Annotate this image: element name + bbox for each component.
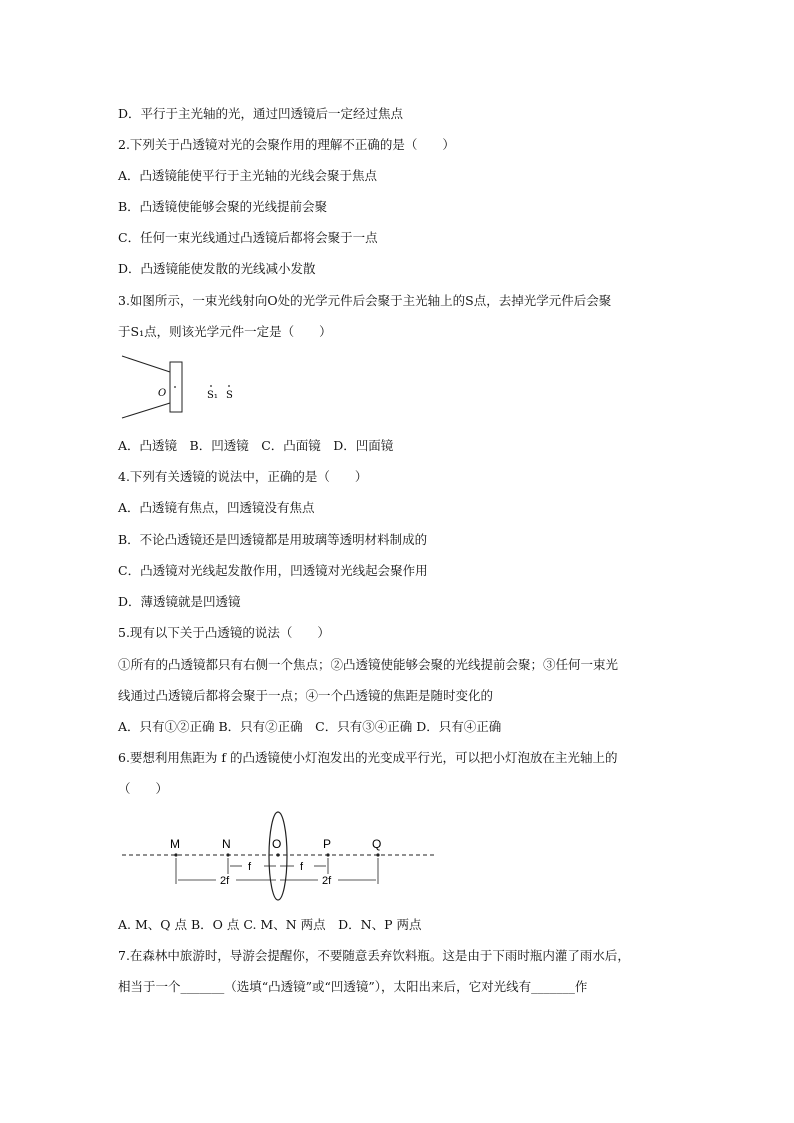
- q4-option-b: B．不论凸透镜还是凹透镜都是用玻璃等透明材料制成的: [118, 532, 428, 547]
- q4-stem: 4.下列有关透镜的说法中，正确的是（ ）: [118, 469, 368, 484]
- point-q: [376, 853, 379, 856]
- label-q: Q: [372, 837, 382, 851]
- q2-option-b: B．凸透镜使能够会聚的光线提前会聚: [118, 199, 328, 214]
- point-m: [174, 853, 177, 856]
- optical-element-box: [170, 362, 182, 412]
- q4-option-d: D．薄透镜就是凹透镜: [118, 594, 241, 609]
- q2-option-a: A．凸透镜能使平行于主光轴的光线会聚于焦点: [118, 168, 378, 183]
- label-2f-right: 2f: [322, 875, 332, 887]
- q4-option-c: C．凸透镜对光线起发散作用，凹透镜对光线起会聚作用: [118, 563, 428, 578]
- label-s1: S₁: [207, 390, 218, 401]
- q5-stem: 5.现有以下关于凸透镜的说法（ ）: [118, 625, 330, 640]
- q1-option-d: D．平行于主光轴的光，通过凹透镜后一定经过焦点: [118, 106, 404, 121]
- q6-figure: [118, 808, 448, 903]
- point-s-dot: [228, 385, 230, 387]
- label-n: N: [222, 837, 231, 851]
- q5-statements-line2: 线通过凸透镜后都将会聚于一点；④一个凸透镜的焦距是随时变化的: [118, 688, 494, 703]
- q3-stem-line1: 3.如图所示，一束光线射向O处的光学元件后会聚于主光轴上的S点，去掉光学元件后会聚: [118, 293, 612, 308]
- point-p: [326, 853, 329, 856]
- q2-option-c: C．任何一束光线通过凸透镜后都将会聚于一点: [118, 230, 378, 245]
- incident-ray-bottom: [122, 403, 170, 418]
- q5-statements-line1: ①所有的凸透镜都只有右侧一个焦点；②凸透镜使能够会聚的光线提前会聚；③任何一束光: [118, 657, 619, 672]
- point-o-dot: [174, 386, 176, 388]
- incident-ray-top: [122, 356, 170, 372]
- q3-options: A．凸透镜 B．凹透镜 C．凸面镜 D．凹面镜: [118, 438, 394, 453]
- label-f-left: f: [248, 861, 252, 873]
- label-f-right: f: [300, 861, 304, 873]
- label-2f-left: 2f: [220, 875, 230, 887]
- label-o: O: [158, 388, 167, 399]
- point-n: [226, 853, 229, 856]
- label-m: M: [170, 837, 180, 851]
- q2-stem: 2.下列关于凸透镜对光的会聚作用的理解不正确的是（ ）: [118, 137, 455, 152]
- q7-stem-line2: 相当于一个_______（选填“凸透镜”或“凹透镜”），太阳出来后，它对光线有_______作: [118, 979, 588, 994]
- q7-stem-line1: 7.在森林中旅游时，导游会提醒你，不要随意丢弃饮料瓶。这是由于下雨时瓶内灌了雨水后，: [118, 948, 630, 963]
- q3-figure: [118, 350, 258, 425]
- point-s1-dot: [210, 385, 212, 387]
- label-p: P: [323, 837, 332, 851]
- q6-stem: 6.要想利用焦距为 f 的凸透镜使小灯泡发出的光变成平行光，可以把小灯泡放在主光轴上的: [118, 750, 618, 765]
- q6-stem-paren: （ ）: [118, 781, 169, 796]
- q6-options: A. M、Q 点 B．O 点 C. M、N 两点 D．N、P 两点: [118, 917, 422, 932]
- q4-option-a: A．凸透镜有焦点，凹透镜没有焦点: [118, 500, 315, 515]
- label-o: O: [272, 837, 282, 851]
- label-s: S: [226, 390, 233, 401]
- point-o: [276, 853, 279, 856]
- q5-options: A．只有①②正确 B．只有②正确 C．只有③④正确 D．只有④正确: [118, 719, 502, 734]
- q3-stem-line2: 于S₁点，则该光学元件一定是（ ）: [118, 324, 332, 339]
- q2-option-d: D．凸透镜能使发散的光线减小发散: [118, 261, 316, 276]
